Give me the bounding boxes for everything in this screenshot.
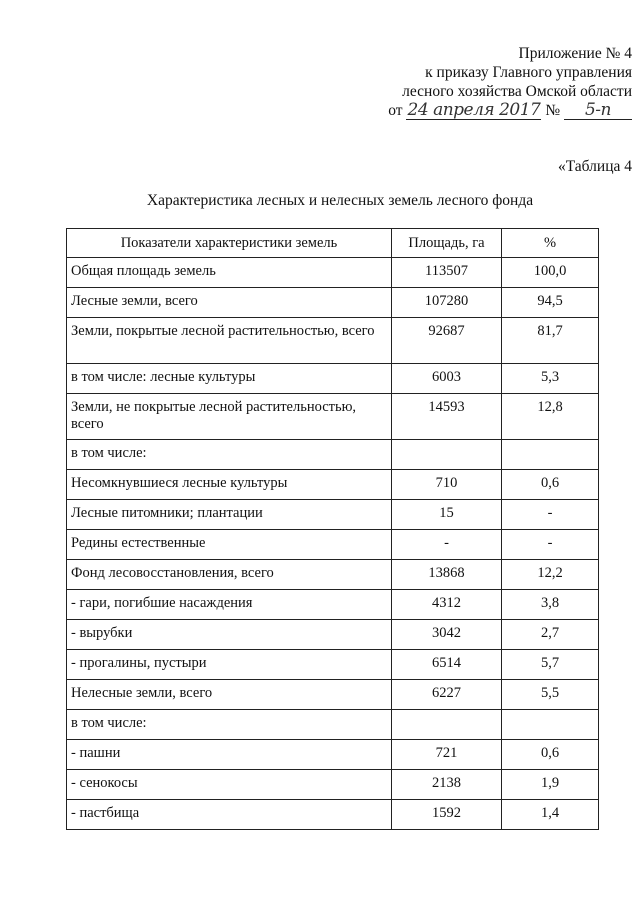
row-area: 721 [392, 740, 502, 770]
row-name: - гари, погибшие насаждения [67, 590, 392, 620]
row-area: 15 [392, 500, 502, 530]
row-percent: 5,3 [502, 364, 599, 394]
table-row [67, 530, 599, 560]
row-percent: 3,8 [502, 590, 599, 620]
table-row [67, 620, 599, 650]
document-header [388, 44, 632, 120]
handwritten-date: 24 апреля 2017 [407, 100, 541, 120]
row-area: - [392, 530, 502, 560]
row-name: - сенокосы [67, 770, 392, 800]
table-row [67, 710, 599, 740]
row-name: Нелесные земли, всего [67, 680, 392, 710]
row-area: 107280 [392, 288, 502, 318]
column-header-percent: % [502, 229, 599, 258]
row-percent [502, 440, 599, 470]
table-header-row [67, 229, 599, 258]
table-row [67, 440, 599, 470]
row-name: Лесные питомники; плантации [67, 500, 392, 530]
row-percent: 0,6 [502, 740, 599, 770]
row-percent: 1,9 [502, 770, 599, 800]
row-name: Лесные земли, всего [67, 288, 392, 318]
row-name: Земли, покрытые лесной растительностью, всего [67, 318, 392, 364]
row-percent [502, 710, 599, 740]
row-name: Несомкнувшиеся лесные культуры [67, 470, 392, 500]
table-number: «Таблица 4 [557, 158, 632, 175]
table-row [67, 590, 599, 620]
row-percent: 12,8 [502, 394, 599, 440]
land-characteristics-table [66, 228, 599, 830]
order-reference: к приказу Главного управления [425, 64, 632, 81]
table-row [67, 318, 599, 364]
row-area: 4312 [392, 590, 502, 620]
row-name: в том числе: лесные культуры [67, 364, 392, 394]
row-area: 13868 [392, 560, 502, 590]
table-row [67, 800, 599, 830]
row-area: 113507 [392, 258, 502, 288]
column-header-indicator: Показатели характеристики земель [67, 229, 392, 258]
appendix-label: Приложение № 4 [518, 45, 632, 62]
row-percent: 5,7 [502, 650, 599, 680]
table-row [67, 740, 599, 770]
row-name: Общая площадь земель [67, 258, 392, 288]
row-name: - вырубки [67, 620, 392, 650]
row-area: 3042 [392, 620, 502, 650]
table-row [67, 770, 599, 800]
row-name: - прогалины, пустыри [67, 650, 392, 680]
row-percent: 5,5 [502, 680, 599, 710]
row-area: 2138 [392, 770, 502, 800]
row-percent: - [502, 500, 599, 530]
table-row [67, 560, 599, 590]
row-percent: - [502, 530, 599, 560]
table-row [67, 288, 599, 318]
row-name: Редины естественные [67, 530, 392, 560]
table-row [67, 258, 599, 288]
organization-name: лесного хозяйства Омской области [402, 83, 632, 100]
row-area: 6514 [392, 650, 502, 680]
row-percent: 0,6 [502, 470, 599, 500]
row-area: 6003 [392, 364, 502, 394]
row-area [392, 440, 502, 470]
table-row [67, 470, 599, 500]
row-name: Земли, не покрытые лесной растительностью, всего [67, 394, 392, 440]
table-row [67, 650, 599, 680]
table-row [67, 680, 599, 710]
row-name: в том числе: [67, 710, 392, 740]
handwritten-number: 5-п [564, 102, 632, 120]
row-percent: 94,5 [502, 288, 599, 318]
row-name: в том числе: [67, 440, 392, 470]
row-area: 6227 [392, 680, 502, 710]
row-name: - пастбища [67, 800, 392, 830]
row-area [392, 710, 502, 740]
row-percent: 2,7 [502, 620, 599, 650]
row-percent: 1,4 [502, 800, 599, 830]
number-label: № [545, 102, 561, 119]
row-area: 710 [392, 470, 502, 500]
row-area: 1592 [392, 800, 502, 830]
row-name: - пашни [67, 740, 392, 770]
table-title: Характеристика лесных и нелесных земель лесного фонда [146, 192, 534, 209]
from-label: от [388, 102, 403, 119]
row-name: Фонд лесовосстановления, всего [67, 560, 392, 590]
table-row [67, 500, 599, 530]
row-area: 92687 [392, 318, 502, 364]
row-percent: 100,0 [502, 258, 599, 288]
date-number-line [388, 101, 632, 120]
column-header-area: Площадь, га [392, 229, 502, 258]
row-area: 14593 [392, 394, 502, 440]
table-row [67, 394, 599, 440]
row-percent: 81,7 [502, 318, 599, 364]
row-percent: 12,2 [502, 560, 599, 590]
table-row [67, 364, 599, 394]
